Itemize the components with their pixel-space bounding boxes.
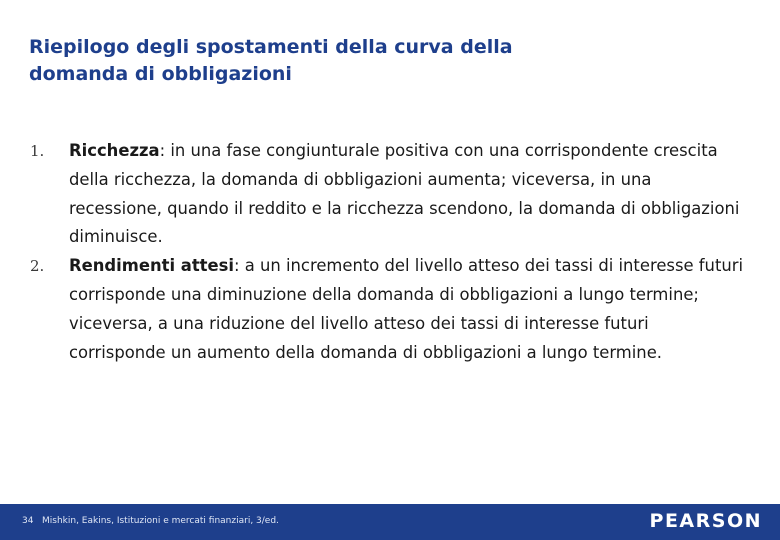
- list-item-number: 1.: [30, 142, 45, 160]
- content-list: [30, 137, 745, 367]
- pearson-logo: PEARSON: [649, 510, 762, 532]
- slide-title-line-1: Riepilogo degli spostamenti della curva della: [29, 36, 513, 58]
- slide-title-line-2: domanda di obbligazioni: [29, 63, 292, 85]
- list-item-separator: :: [159, 141, 171, 160]
- footer-bar: [0, 504, 780, 540]
- page-number: 34: [22, 516, 34, 526]
- list-item-number: 2.: [30, 257, 45, 276]
- list-item-ricchezza: [30, 137, 745, 252]
- list-item-text: in una fase congiunturale positiva con una corrispondente crescita della ricchezza, la domanda di obbligazioni aumenta; viceversa, in una recessione, quando il reddito e la ricchezza scendono, la domanda di obbligazioni diminuisce.: [69, 141, 740, 247]
- list-item-text: a un incremento del livello atteso dei tassi di interesse futuri corrisponde una diminuzione della domanda di obbligazioni a lungo termine; viceversa, a una riduzione del livello atteso dei tassi di interesse futuri corrisponde un aumento della domanda di obbligazioni a lungo termine.: [69, 256, 744, 362]
- slide-title: [29, 34, 749, 88]
- list-item-rendimenti-attesi: [30, 252, 745, 367]
- footer-citation: Mishkin, Eakins, Istituzioni e mercati finanziari, 3/ed.: [42, 516, 279, 526]
- list-item-term: Ricchezza: [69, 141, 160, 160]
- list-item-term: Rendimenti attesi: [69, 256, 235, 276]
- list-item-separator: :: [234, 256, 245, 276]
